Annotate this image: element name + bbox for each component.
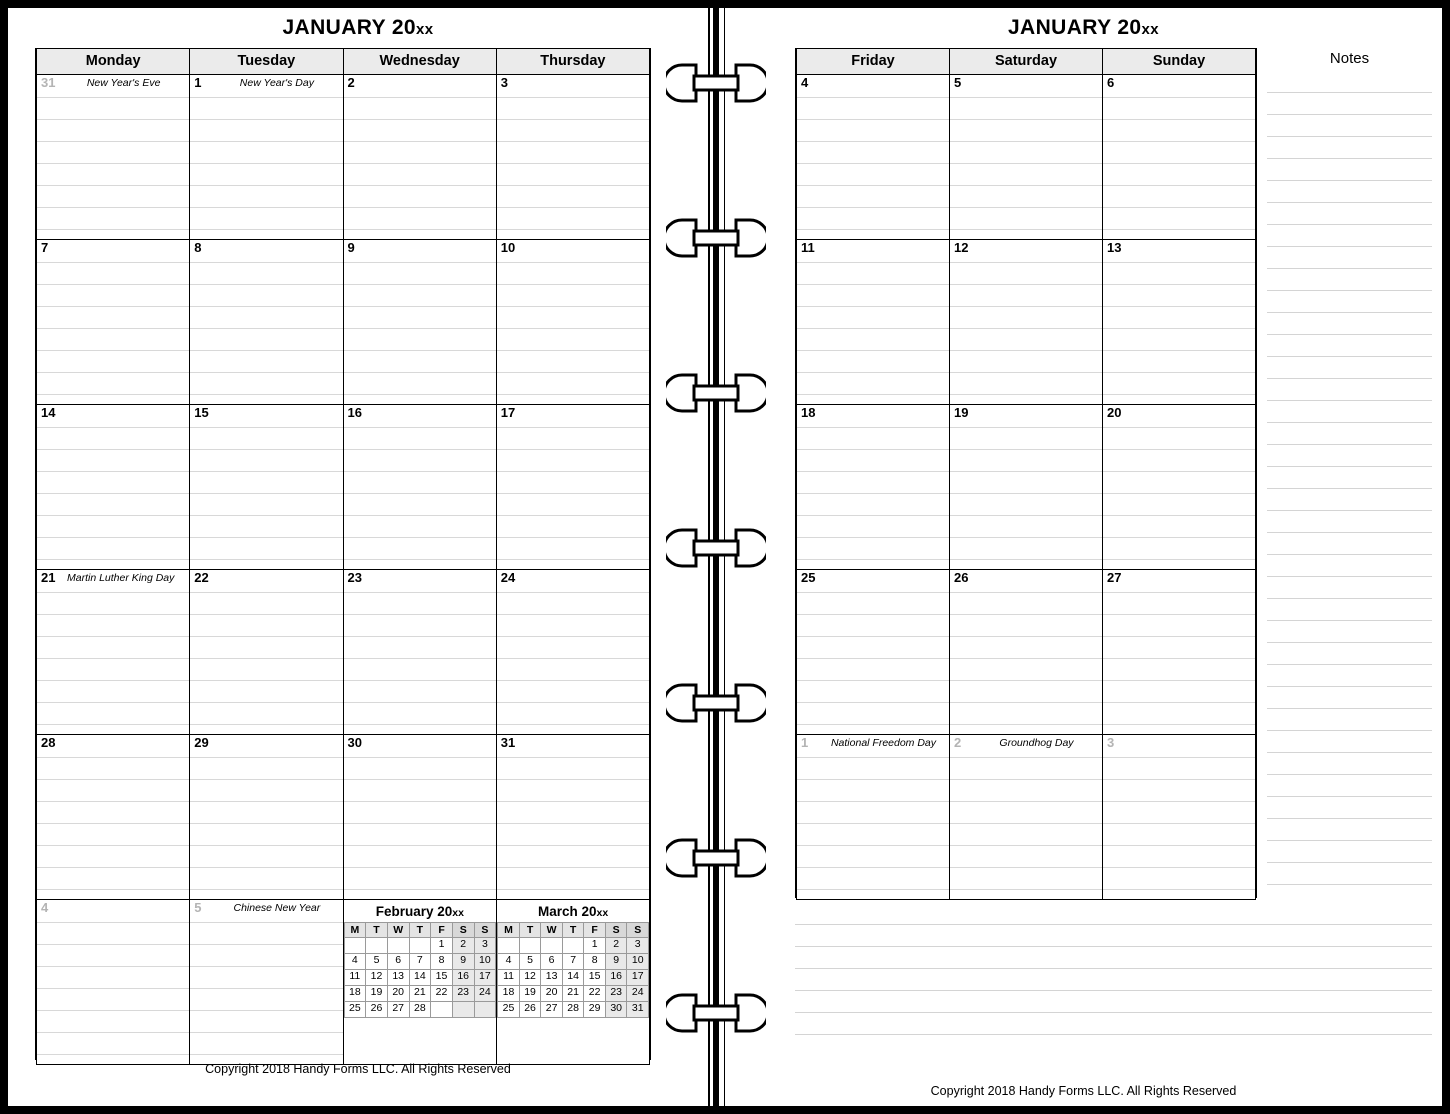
- holiday-label: National Freedom Day: [830, 737, 937, 749]
- day-number: 11: [801, 240, 815, 255]
- writing-rules: [950, 240, 1102, 404]
- mini-day: 24: [627, 986, 649, 1002]
- day-number: 3: [500, 75, 508, 90]
- mini-day: 26: [366, 1002, 388, 1018]
- binder-ring-icon: [666, 837, 766, 879]
- column-header-tuesday: Tuesday: [190, 49, 343, 75]
- day-number: 20: [1107, 405, 1122, 420]
- day-cell[interactable]: [37, 900, 190, 1065]
- mini-day: 23: [605, 986, 627, 1002]
- day-number: 27: [1107, 570, 1122, 585]
- day-number: 28: [41, 735, 56, 750]
- mini-day: 12: [519, 970, 541, 986]
- mini-header-w: W: [541, 923, 563, 938]
- writing-rules: [190, 735, 342, 899]
- day-cell[interactable]: [950, 75, 1103, 240]
- mini-header-t2: T: [562, 923, 584, 938]
- mini-month-title: [344, 900, 497, 922]
- day-cell[interactable]: [496, 405, 649, 570]
- day-cell[interactable]: [797, 240, 950, 405]
- left-copyright: Copyright 2018 Handy Forms LLC. All Rights Reserved: [205, 1062, 511, 1076]
- mini-day: 3: [627, 938, 649, 954]
- binder-ring-icon: [666, 682, 766, 724]
- writing-rules: [950, 75, 1102, 239]
- mini-week-row: [344, 954, 496, 970]
- mini-day: 21: [562, 986, 584, 1002]
- day-number: 10: [500, 240, 516, 255]
- mini-day: 31: [627, 1002, 649, 1018]
- day-number: 14: [41, 405, 56, 420]
- mini-day: [366, 938, 388, 954]
- mini-month-title-text: March 20: [538, 904, 597, 919]
- writing-rules: [950, 570, 1102, 734]
- mini-weekday-header-row: [344, 923, 496, 938]
- day-number: 19: [954, 405, 969, 420]
- mini-day: 18: [344, 986, 366, 1002]
- writing-rules: [344, 735, 496, 899]
- mini-day: 25: [344, 1002, 366, 1018]
- mini-day: 10: [474, 954, 496, 970]
- mini-day: 26: [519, 1002, 541, 1018]
- mini-week-row: [344, 970, 496, 986]
- mini-day: 2: [605, 938, 627, 954]
- writing-rules: [37, 570, 189, 734]
- holiday-label: Martin Luther King Day: [67, 572, 175, 584]
- mini-day: 27: [541, 1002, 563, 1018]
- mini-month-title-year: xx: [452, 907, 464, 919]
- week-row-with-mini-months: [37, 900, 650, 1065]
- mini-day: 14: [409, 970, 431, 986]
- writing-rules: [797, 405, 949, 569]
- writing-rules: [797, 735, 949, 899]
- mini-day: 16: [452, 970, 474, 986]
- day-cell[interactable]: [343, 405, 496, 570]
- mini-header-m: M: [498, 923, 520, 938]
- writing-rules: [344, 75, 496, 239]
- day-number: 16: [347, 405, 362, 420]
- week-row: [797, 75, 1256, 240]
- day-number: 30: [347, 735, 362, 750]
- mini-day: 5: [519, 954, 541, 970]
- day-cell[interactable]: [496, 240, 649, 405]
- writing-rules: [37, 240, 189, 404]
- left-page: [8, 8, 708, 1106]
- day-cell[interactable]: [37, 240, 190, 405]
- day-cell[interactable]: [496, 735, 649, 900]
- mini-month-title-text: February 20: [375, 904, 453, 919]
- mini-day: 7: [409, 954, 431, 970]
- mini-header-s2: S: [627, 923, 649, 938]
- day-number: 5: [194, 900, 202, 915]
- binder-ring-icon: [666, 527, 766, 569]
- left-weekday-header-row: [37, 49, 650, 75]
- binder-ring-icon: [666, 217, 766, 259]
- holiday-label: Chinese New Year: [233, 902, 321, 914]
- mini-day: 24: [474, 986, 496, 1002]
- day-cell[interactable]: [1103, 570, 1256, 735]
- binder-ring-icon: [666, 62, 766, 104]
- writing-rules: [190, 240, 342, 404]
- writing-rules: [497, 75, 649, 239]
- mini-header-t2: T: [409, 923, 431, 938]
- mini-week-row: [344, 986, 496, 1002]
- day-cell[interactable]: [37, 405, 190, 570]
- mini-month-february: [344, 900, 497, 1064]
- mini-day: [344, 938, 366, 954]
- mini-day: 11: [498, 970, 520, 986]
- mini-header-f: F: [431, 923, 453, 938]
- writing-rules: [1103, 735, 1255, 899]
- day-cell[interactable]: [343, 240, 496, 405]
- mini-day: [431, 1002, 453, 1018]
- writing-rules: [344, 405, 496, 569]
- day-number: 7: [41, 240, 49, 255]
- day-cell[interactable]: [797, 570, 950, 735]
- mini-day: 2: [452, 938, 474, 954]
- day-cell[interactable]: [950, 735, 1103, 900]
- mini-day: 22: [431, 986, 453, 1002]
- day-cell[interactable]: [343, 75, 496, 240]
- writing-rules: [497, 405, 649, 569]
- day-cell[interactable]: [190, 75, 343, 240]
- mini-day: 19: [519, 986, 541, 1002]
- day-cell[interactable]: [190, 570, 343, 735]
- day-number: 13: [1107, 240, 1122, 255]
- binder-ring-icon: [666, 372, 766, 414]
- writing-rules: [950, 405, 1102, 569]
- mini-day: 17: [474, 970, 496, 986]
- week-row: [797, 570, 1256, 735]
- mini-day: 22: [584, 986, 606, 1002]
- day-cell[interactable]: [343, 570, 496, 735]
- left-page-title: [8, 8, 708, 46]
- day-number: 2: [954, 735, 962, 750]
- mini-day: [474, 1002, 496, 1018]
- day-cell[interactable]: [797, 405, 950, 570]
- mini-month-title-year: xx: [596, 907, 609, 919]
- mini-day: 9: [605, 954, 627, 970]
- day-cell[interactable]: [190, 405, 343, 570]
- day-cell[interactable]: [950, 570, 1103, 735]
- notes-lines-column[interactable]: [1267, 70, 1432, 898]
- notes-label: Notes: [1329, 50, 1370, 67]
- mini-day: 20: [541, 986, 563, 1002]
- writing-rules: [1103, 405, 1255, 569]
- writing-rules: [344, 570, 496, 734]
- mini-day: [519, 938, 541, 954]
- mini-day: 21: [409, 986, 431, 1002]
- mini-day: 18: [498, 986, 520, 1002]
- mini-day: [562, 938, 584, 954]
- day-number: 17: [500, 405, 516, 420]
- left-page-title-year: xx: [416, 21, 434, 38]
- day-cell[interactable]: [37, 75, 190, 240]
- mini-day: 30: [605, 1002, 627, 1018]
- day-cell[interactable]: [190, 735, 343, 900]
- mini-day: 15: [431, 970, 453, 986]
- day-cell[interactable]: [1103, 240, 1256, 405]
- day-number: 24: [500, 570, 516, 585]
- day-number: 29: [194, 735, 209, 750]
- writing-rules: [37, 900, 189, 1064]
- day-number: 15: [194, 405, 209, 420]
- week-row: [37, 570, 650, 735]
- day-number: 8: [194, 240, 202, 255]
- writing-rules: [497, 240, 649, 404]
- day-cell[interactable]: [797, 75, 950, 240]
- mini-day: 23: [452, 986, 474, 1002]
- day-number: 3: [1107, 735, 1115, 750]
- day-number: 4: [801, 75, 809, 90]
- right-page-title-text: JANUARY 20: [1007, 16, 1142, 39]
- right-copyright: Copyright 2018 Handy Forms LLC. All Rights Reserved: [930, 1084, 1237, 1098]
- binder-ring-icon: [666, 992, 766, 1034]
- mini-day: 16: [605, 970, 627, 986]
- mini-day: 6: [541, 954, 563, 970]
- day-number: 18: [801, 405, 816, 420]
- mini-day: 3: [474, 938, 496, 954]
- mini-day: 4: [344, 954, 366, 970]
- day-number: 31: [500, 735, 516, 750]
- week-row: [37, 405, 650, 570]
- mini-day: 15: [584, 970, 606, 986]
- day-cell[interactable]: [950, 240, 1103, 405]
- holiday-label: New Year's Day: [239, 77, 314, 89]
- mini-months-cell: [343, 900, 650, 1065]
- mini-week-row: [344, 938, 496, 954]
- mini-week-row: [344, 1002, 496, 1018]
- mini-day: 1: [431, 938, 453, 954]
- mini-header-w: W: [387, 923, 409, 938]
- day-number: 22: [194, 570, 209, 585]
- writing-rules: [1103, 570, 1255, 734]
- writing-rules: [37, 405, 189, 569]
- mini-header-f: F: [584, 923, 606, 938]
- mini-week-row: [498, 986, 649, 1002]
- writing-rules: [497, 570, 649, 734]
- mini-day: 11: [344, 970, 366, 986]
- writing-rules: [1103, 75, 1255, 239]
- mini-week-row: [498, 1002, 649, 1018]
- mini-day: 28: [409, 1002, 431, 1018]
- day-number: 2: [347, 75, 355, 90]
- writing-rules: [37, 735, 189, 899]
- writing-rules: [1103, 240, 1255, 404]
- writing-rules: [797, 75, 949, 239]
- mini-day: 10: [627, 954, 649, 970]
- writing-rules: [497, 735, 649, 899]
- writing-rules: [797, 240, 949, 404]
- writing-rules: [190, 75, 342, 239]
- right-calendar-grid: [795, 48, 1257, 898]
- writing-rules: [37, 75, 189, 239]
- mini-day: 8: [431, 954, 453, 970]
- day-cell[interactable]: [1103, 405, 1256, 570]
- mini-header-m: M: [344, 923, 366, 938]
- mini-day: 6: [387, 954, 409, 970]
- mini-day: [409, 938, 431, 954]
- mini-day: 14: [562, 970, 584, 986]
- day-cell[interactable]: [37, 570, 190, 735]
- day-cell[interactable]: [496, 570, 649, 735]
- column-header-thursday: Thursday: [496, 49, 649, 75]
- column-header-saturday: Saturday: [950, 49, 1103, 75]
- day-number: 26: [954, 570, 969, 585]
- writing-rules: [797, 570, 949, 734]
- mini-month-march: [496, 900, 649, 1064]
- mini-day: [387, 938, 409, 954]
- mini-header-s1: S: [452, 923, 474, 938]
- left-calendar-grid: [35, 48, 651, 1060]
- day-number: 6: [1107, 75, 1115, 90]
- day-number: 5: [954, 75, 962, 90]
- mini-header-t1: T: [519, 923, 541, 938]
- notes-lines-footer[interactable]: [795, 902, 1432, 1054]
- day-cell[interactable]: [496, 75, 649, 240]
- week-row: [797, 240, 1256, 405]
- mini-week-row: [498, 938, 649, 954]
- mini-day: 4: [498, 954, 520, 970]
- mini-header-s2: S: [474, 923, 496, 938]
- day-cell[interactable]: [950, 405, 1103, 570]
- column-header-friday: Friday: [797, 49, 950, 75]
- mini-day: [541, 938, 563, 954]
- mini-day: 12: [366, 970, 388, 986]
- holiday-label: Groundhog Day: [999, 737, 1074, 749]
- day-cell[interactable]: [1103, 735, 1256, 900]
- mini-day: 17: [627, 970, 649, 986]
- mini-day: 20: [387, 986, 409, 1002]
- column-header-monday: Monday: [37, 49, 190, 75]
- mini-day: 5: [366, 954, 388, 970]
- week-row: [37, 75, 650, 240]
- mini-day: 9: [452, 954, 474, 970]
- day-number: 9: [347, 240, 355, 255]
- mini-header-t1: T: [366, 923, 388, 938]
- mini-day: 7: [562, 954, 584, 970]
- day-number: 23: [347, 570, 362, 585]
- writing-rules: [950, 735, 1102, 899]
- mini-header-s1: S: [605, 923, 627, 938]
- column-header-wednesday: Wednesday: [343, 49, 496, 75]
- right-page: [725, 8, 1442, 1106]
- day-number: 31: [41, 75, 56, 90]
- day-cell[interactable]: [797, 735, 950, 900]
- mini-day: 19: [366, 986, 388, 1002]
- writing-rules: [190, 405, 342, 569]
- mini-day: 1: [584, 938, 606, 954]
- mini-day: 29: [584, 1002, 606, 1018]
- day-cell[interactable]: [37, 735, 190, 900]
- holiday-label: New Year's Eve: [86, 77, 161, 89]
- day-number: 1: [801, 735, 809, 750]
- writing-rules: [190, 900, 342, 1064]
- mini-day: 27: [387, 1002, 409, 1018]
- left-page-title-text: JANUARY 20: [282, 16, 417, 39]
- mini-month-title: [497, 900, 649, 922]
- right-page-title: [725, 8, 1442, 46]
- mini-day: 25: [498, 1002, 520, 1018]
- writing-rules: [344, 240, 496, 404]
- mini-day: [452, 1002, 474, 1018]
- right-weekday-header-row: [797, 49, 1256, 75]
- day-cell[interactable]: [190, 240, 343, 405]
- mini-weekday-header-row: [498, 923, 649, 938]
- day-cell[interactable]: [1103, 75, 1256, 240]
- week-row: [37, 240, 650, 405]
- day-number: 1: [194, 75, 202, 90]
- writing-rules: [190, 570, 342, 734]
- mini-day: 28: [562, 1002, 584, 1018]
- day-cell[interactable]: [190, 900, 343, 1065]
- day-number: 12: [954, 240, 969, 255]
- column-header-sunday: Sunday: [1103, 49, 1256, 75]
- day-number: 4: [41, 900, 49, 915]
- mini-week-row: [498, 970, 649, 986]
- mini-week-row: [498, 954, 649, 970]
- right-page-title-year: xx: [1141, 21, 1160, 38]
- day-number: 21: [41, 570, 56, 585]
- mini-day: 13: [387, 970, 409, 986]
- day-cell[interactable]: [343, 735, 496, 900]
- week-row: [37, 735, 650, 900]
- week-row: [797, 405, 1256, 570]
- mini-day: [498, 938, 520, 954]
- day-number: 25: [801, 570, 816, 585]
- mini-day: 8: [584, 954, 606, 970]
- week-row: [797, 735, 1256, 900]
- mini-day: 13: [541, 970, 563, 986]
